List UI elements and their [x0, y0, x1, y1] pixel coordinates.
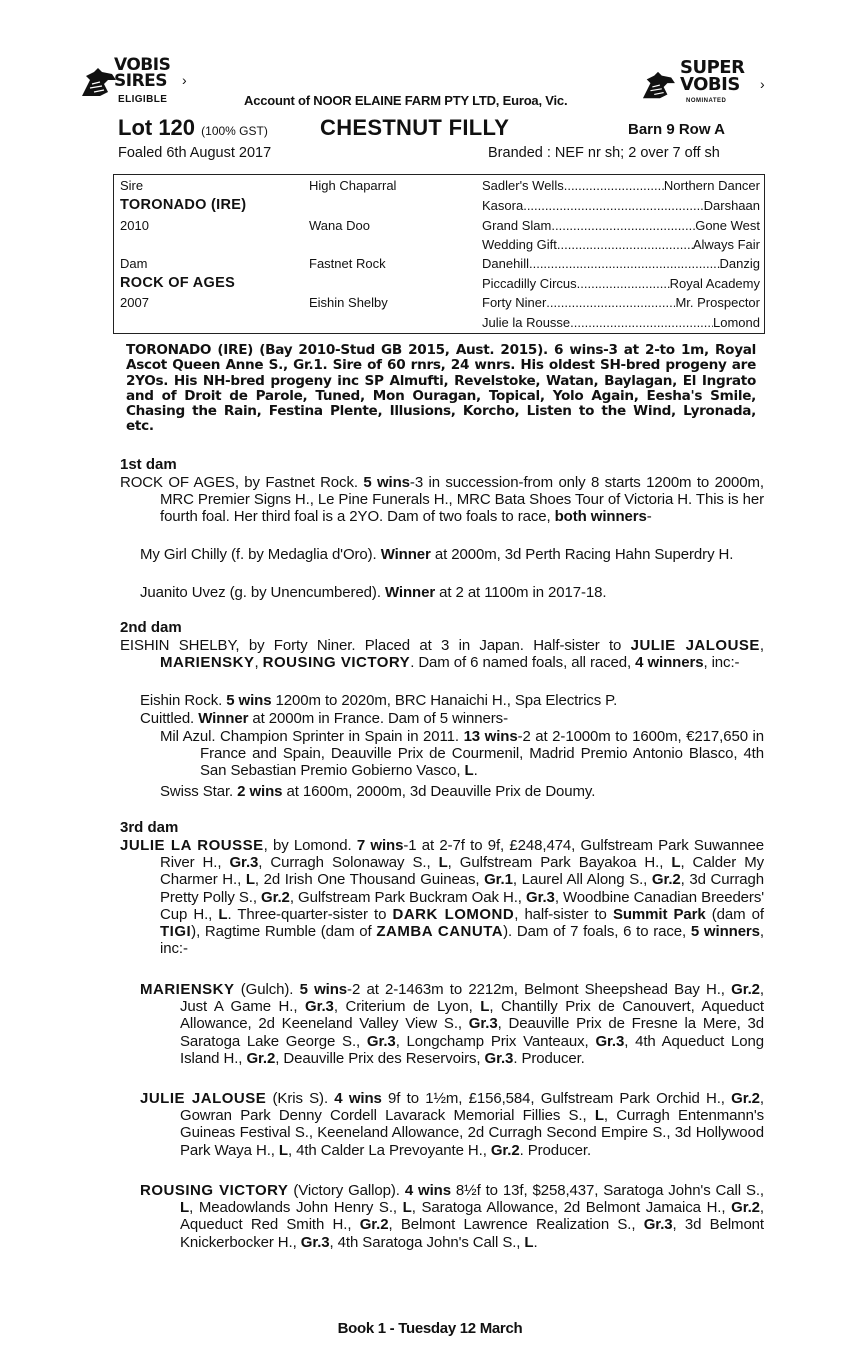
page-footer: Book 1 - Tuesday 12 March — [337, 1320, 523, 1337]
g3-ancestor: Wedding Gift — [482, 237, 557, 252]
logo-line-3: ELIGIBLE — [118, 94, 168, 105]
super-vobis-nominated-logo: SUPER VOBIS NOMINATED › — [638, 60, 770, 108]
dam-label: Dam — [120, 256, 148, 271]
g3-ancestor: Sadler's Wells — [482, 178, 564, 193]
sire-year: 2010 — [120, 218, 149, 233]
second-dam-paragraph: EISHIN SHELBY, by Forty Niner. Placed at 3 in Japan. Half-sister to JULIE JALOUSE, MARIENSKY, ROUSING VICTORY. Dam of 6 named foals, all raced, 4 winners, inc:- — [120, 637, 764, 672]
sire-label: Sire — [120, 178, 144, 193]
g3-entry — [482, 178, 760, 193]
dam-year: 2007 — [120, 295, 149, 310]
g3-ancestor: Piccadilly Circus — [482, 276, 577, 291]
progeny-entry: Eishin Rock. 5 wins 1200m to 2020m, BRC Hanaichi H., Spa Electrics P. — [140, 692, 618, 709]
g3-sire: Mr. Prospector — [675, 295, 760, 310]
horse-head-icon — [638, 70, 678, 102]
g3-entry — [482, 295, 760, 310]
colour-sex: CHESTNUT FILLY — [320, 115, 510, 140]
logo-line-3: NOMINATED — [686, 98, 727, 104]
progeny-entry: Swiss Star. 2 wins at 1600m, 2000m, 3d Deauville Prix de Doumy. — [160, 783, 596, 800]
lot-label: Lot 120 — [118, 115, 196, 140]
vobis-sires-eligible-logo: VOBIS SIRES ELIGIBLE › — [78, 58, 198, 108]
progeny-entry: Mil Azul. Champion Sprinter in Spain in 2011. 13 wins-2 at 2-1000m to 1600m, €217,650 in France and Spain, Deauville Prix de Courmenil, Madrid Premio Antonio Blasco, 4th San Sebastian Premio Gobierno Vasco, L. — [160, 728, 764, 780]
sire-dam: Wana Doo — [309, 218, 370, 233]
third-dam-paragraph: JULIE LA ROUSSE, by Lomond. 7 wins-1 at 2-7f to 9f, £248,474, Gulfstream Park Suwannee River H., Gr.3, Curragh Solonaway S., L, Gulfstream Park Bayakoa H., L, Calder My Charmer H., L, 2d Irish One Thousand Guineas, Gr.1, Laurel All Along S., Gr.2, 3d Curragh Pretty Polly S., Gr.2, Gulfstream Park Buckram Oak H., Gr.3, Woodbine Canadian Breeders' Cup H., L. Three-quarter-sister to DARK LOMOND, half-sister to Summit Park (dam of TIGI), Ragtime Rumble (dam of ZAMBA CANUTA). Dam of 7 foals, 6 to race, 5 winners, inc:- — [120, 837, 765, 958]
first-dam-heading: 1st dam — [120, 456, 177, 473]
g3-entry — [482, 218, 760, 233]
g3-sire: Danzig — [719, 256, 760, 271]
vendor-account: Account of NOOR ELAINE FARM PTY LTD, Euroa, Vic. — [244, 93, 568, 108]
g3-sire: Royal Academy — [669, 276, 760, 291]
g3-entry — [482, 198, 760, 213]
third-dam-heading: 3rd dam — [120, 819, 179, 836]
g3-entry — [482, 237, 760, 252]
dam-name: ROCK OF AGES — [120, 275, 236, 291]
progeny-entry: JULIE JALOUSE (Kris S). 4 wins 9f to 1½m, £156,584, Gulfstream Park Orchid H., Gr.2, Gowran Park Denny Cordell Lavarack Memorial Fillies S., L, Curragh Entenmann's Guineas Festival S., Keeneland Allowance, 2d Curragh Second Empire S., 3d Hollywood Park Waya H., L, 4th Calder La Prevoyante H., Gr.2. Producer. — [140, 1090, 764, 1159]
progeny-entry: Cuittled. Winner at 2000m in France. Dam of 5 winners- — [140, 710, 508, 727]
logo-line-2: VOBIS — [680, 74, 740, 96]
g3-ancestor: Kasora — [482, 198, 524, 213]
g3-sire: Darshaan — [703, 198, 760, 213]
progeny-entry: Juanito Uvez (g. by Unencumbered). Winner at 2 at 1100m in 2017-18. — [140, 584, 607, 601]
lot-number — [118, 115, 268, 141]
g3-sire: Gone West — [695, 218, 760, 233]
sire-name: TORONADO (IRE) — [120, 197, 247, 213]
progeny-entry: ROUSING VICTORY (Victory Gallop). 4 wins 8½f to 13f, $258,437, Saratoga John's Call S., L, Meadowlands John Henry S., L, Saratoga Allowance, 2d Belmont Jamaica H., Gr.2, Aqueduct Red Smith H., Gr.2, Belmont Lawrence Realization S., Gr.3, 3d Belmont Knickerbocker H., Gr.3, 4th Saratoga John's Call S., L. — [140, 1182, 765, 1251]
g3-ancestor: Julie la Rousse — [482, 315, 571, 330]
g3-sire: Lomond — [713, 315, 760, 330]
second-dam-heading: 2nd dam — [120, 619, 182, 636]
pedigree-table — [113, 174, 765, 334]
barn-location: Barn 9 Row A — [628, 121, 725, 138]
foaled-date: Foaled 6th August 2017 — [118, 145, 272, 161]
sire-sire: High Chaparral — [309, 178, 397, 193]
progeny-entry: MARIENSKY (Gulch). 5 wins-2 at 2-1463m to 2212m, Belmont Sheepshead Bay H., Gr.2, Just A Game H., Gr.3, Criterium de Lyon, L, Chantilly Prix de Canouvert, Aqueduct Allowance, 2d Keeneland Valley View S., Gr.3, Deauville Prix de Fresne la Mere, 3d Saratoga Lake George S., Gr.3, Longchamp Prix Vanteaux, Gr.3, 4th Aqueduct Long Island H., Gr.2, Deauville Prix des Reservoirs, Gr.3. Producer. — [140, 981, 764, 1067]
horse-head-icon — [78, 66, 118, 100]
g3-ancestor: Danehill — [482, 256, 529, 271]
g3-ancestor: Grand Slam — [482, 218, 552, 233]
g3-ancestor: Forty Niner — [482, 295, 547, 310]
progeny-entry: My Girl Chilly (f. by Medaglia d'Oro). Winner at 2000m, 3d Perth Racing Hahn Superdry H. — [140, 546, 734, 563]
logo-line-1: VOBIS — [114, 55, 171, 75]
g3-entry — [482, 315, 760, 330]
logo-line-1: SUPER — [680, 57, 745, 78]
brand-marks: Branded : NEF nr sh; 2 over 7 off sh — [488, 145, 720, 161]
sire-summary: TORONADO (IRE) (Bay 2010-Stud GB 2015, Aust. 2015). 6 wins-3 at 2-to 1m, Royal Ascot Queen Anne S., Gr.1. Sire of 60 rnrs, 24 wnrs. His oldest SH-bred progeny are 2YOs. His NH-bred progeny inc SP Almufti, Revelstoke, Watan, Baylagan, El Ingrato and of Droit de Parole, Tuned, Mon Ouragan, Topical, Yolo Again, Eesha's Smile, Chasing the Rain, Festina Plente, Illusions, Korcho, Listen to the Wind, Lyronada, etc. — [126, 342, 756, 435]
g3-entry — [482, 256, 760, 271]
logo-line-2: SIRES — [114, 71, 168, 92]
first-dam-paragraph: ROCK OF AGES, by Fastnet Rock. 5 wins-3 in succession-from only 8 starts 1200m to 2000m, MRC Premier Signs H., Le Pine Funerals H., MRC Bata Shoes Tour of Victoria H. This is her fourth foal. Her third foal is a 2YO. Dam of two foals to race, both winners- — [120, 474, 765, 526]
g3-sire: Northern Dancer — [663, 178, 760, 193]
g3-entry — [482, 276, 760, 291]
dam-dam: Eishin Shelby — [309, 295, 388, 310]
gst-note: (100% GST) — [201, 124, 268, 138]
g3-sire: Always Fair — [692, 237, 760, 252]
dam-sire: Fastnet Rock — [309, 256, 386, 271]
